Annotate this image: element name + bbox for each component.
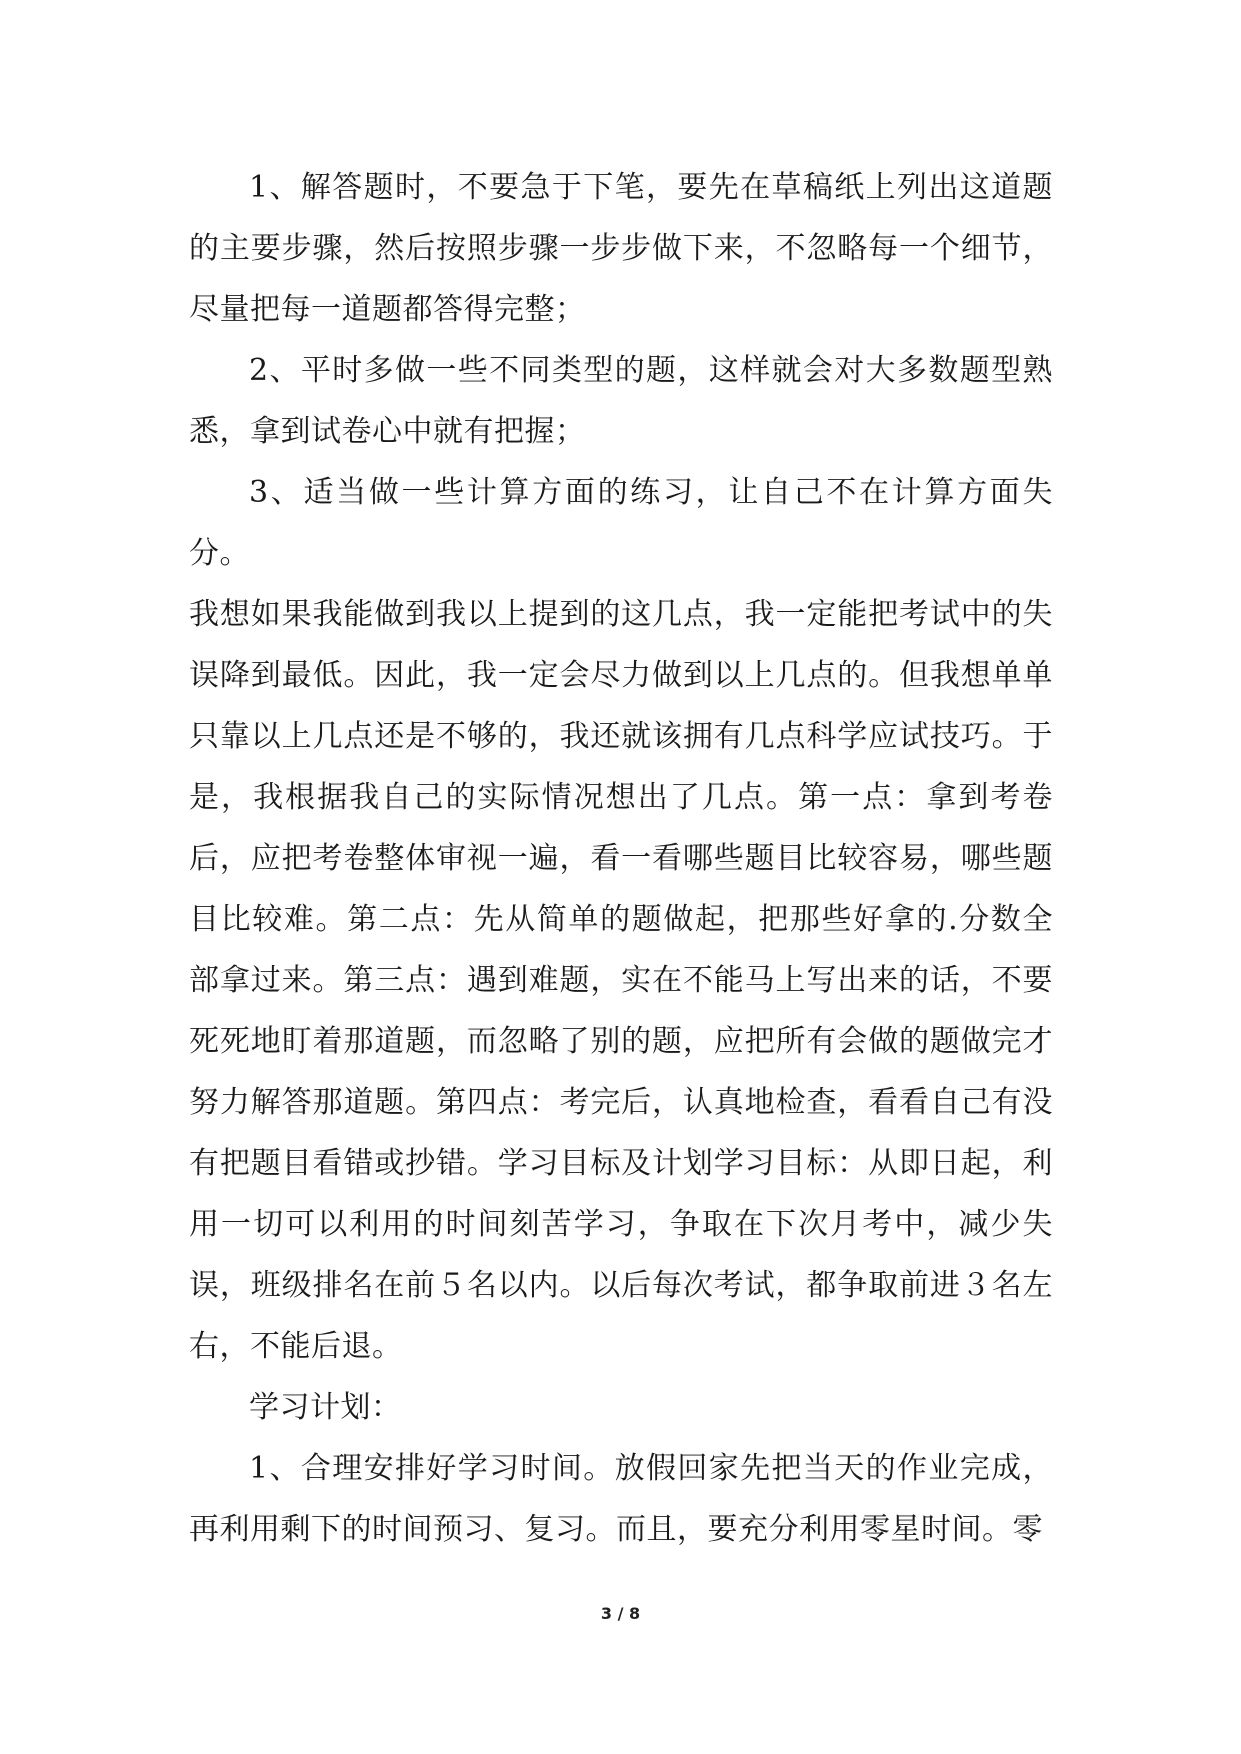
paragraph-step-1: 1、解答题时，不要急于下笔，要先在草稿纸上列出这道题的主要步骤，然后按照步骤一步步做下来，不忽略每一个细节，尽量把每一道题都答得完整； — [189, 170, 1053, 327]
paragraph-step-2: 2、平时多做一些不同类型的题，这样就会对大多数题型熟悉，拿到试卷心中就有把握； — [189, 353, 1053, 449]
paragraph-step-3: 3、适当做一些计算方面的练习，让自己不在计算方面失分。 — [189, 475, 1053, 571]
paragraph-study-plan-heading: 学习计划： — [249, 1390, 402, 1425]
paragraph-plan-step-1: 1、合理安排好学习时间。放假回家先把当天的作业完成，再利用剩下的时间预习、复习。而且，要充分利用零星时间。零 — [189, 1451, 1053, 1547]
paragraph-exam-tips: 我想如果我能做到我以上提到的这几点，我一定能把考试中的失误降到最低。因此，我一定会尽力做到以上几点的。但我想单单只靠以上几点还是不够的，我还就该拥有几点科学应试技巧。于是，我根据我自己的实际情况想出了几点。第一点：拿到考卷后，应把考卷整体审视一遍，看一看哪些题目比较容易，哪些题目比较难。第二点：先从简单的题做起，把那些好拿的.分数全部拿过来。第三点：遇到难题，实在不能马上写出来的话，不要死死地盯着那道题，而忽略了别的题，应把所有会做的题做完才努力解答那道题。第四点：考完后，认真地检查，看看自己有没有把题目看错或抄错。学习目标及计划学习目标：从即日起，利用一切可以利用的时间刻苦学习，争取在下次月考中，减少失误，班级排名在前５名以内。以后每次考试，都争取前进３名左右，不能后退。 — [189, 597, 1053, 1364]
page-number: 3 / 8 — [600, 1604, 641, 1623]
document-body — [189, 157, 1053, 1560]
